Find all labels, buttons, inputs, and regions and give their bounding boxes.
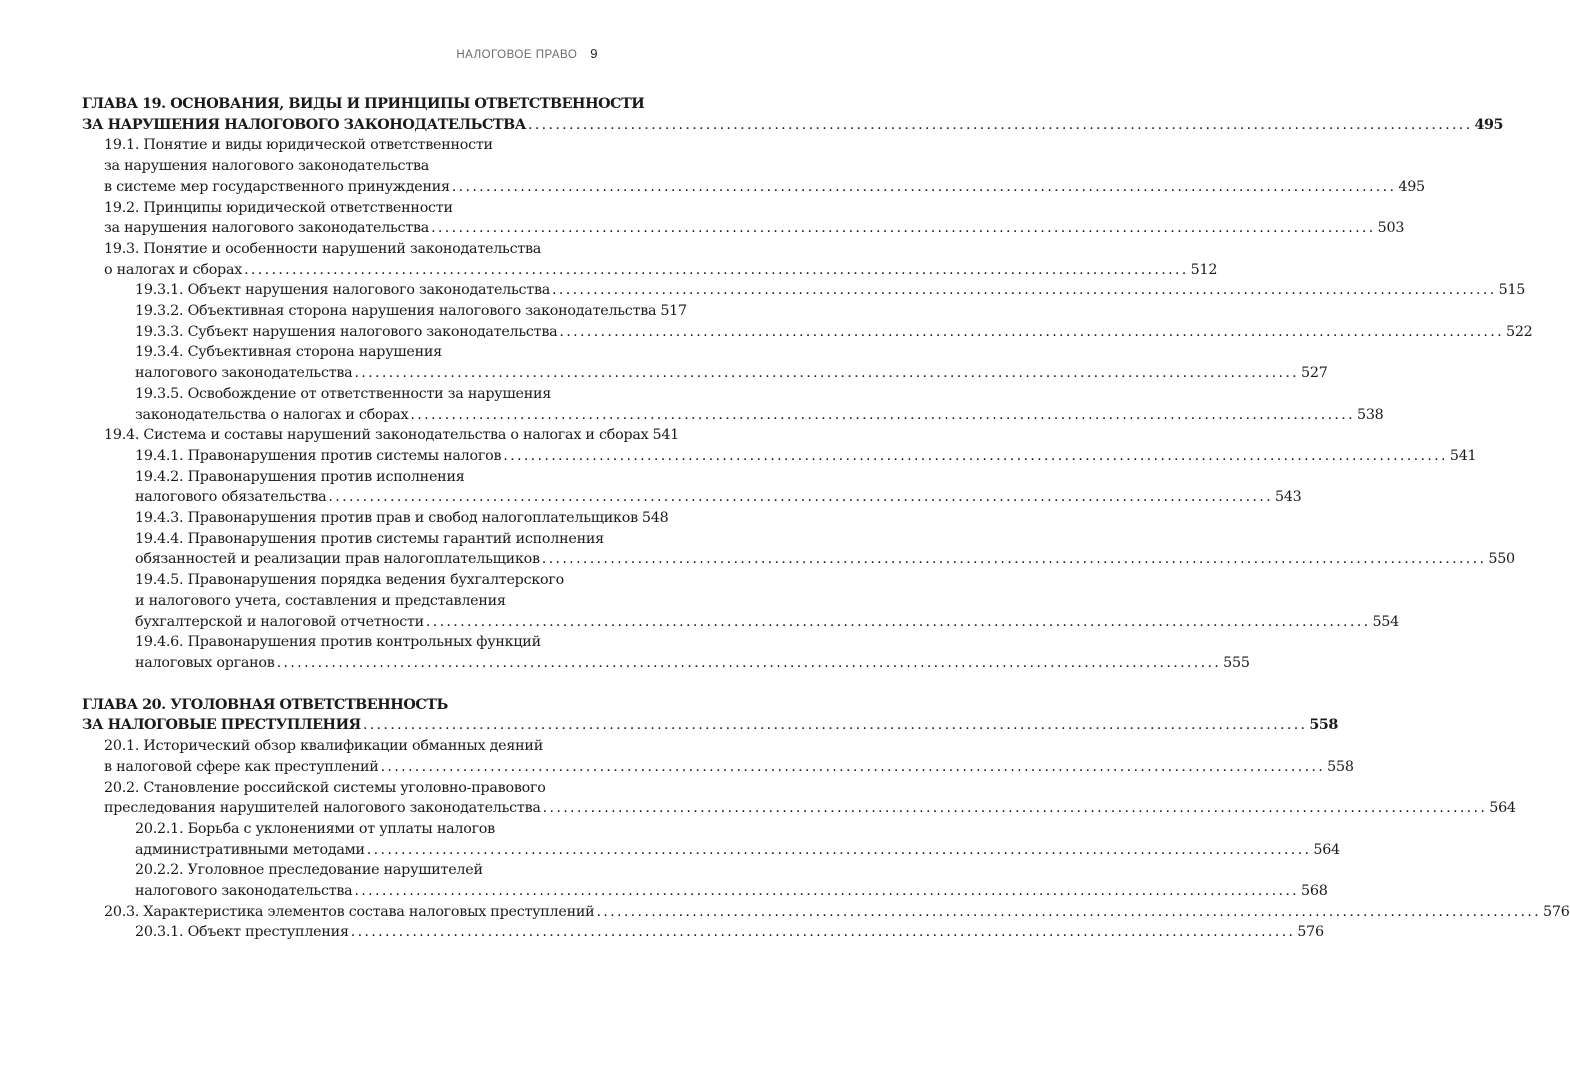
toc-line: 19.2. Принципы юридической ответственности: [104, 199, 453, 216]
toc-page-number: 495: [1398, 178, 1425, 195]
table-of-contents: [82, 94, 1570, 943]
toc-leader-dots: ..........................................................................................................................................: [559, 323, 1504, 340]
toc-line: за нарушения налогового законодательства: [104, 158, 430, 175]
toc-line: и налогового учета, составления и представления: [135, 592, 506, 609]
toc-line: 19.4.2. Правонарушения против исполнения: [135, 468, 465, 485]
toc-line: законодательства о налогах и сборах: [135, 406, 409, 423]
toc-line: 19.4. Система и составы нарушений законодательства о налогах и сборах: [104, 427, 649, 444]
toc-page-number: 554: [1372, 613, 1399, 630]
toc-page-number: 558: [1327, 758, 1354, 775]
toc-line: обязанностей и реализации прав налогоплательщиков: [135, 551, 540, 568]
toc-page-number: 517: [660, 303, 687, 320]
toc-subsection-20-2-1[interactable]: [82, 819, 1340, 860]
toc-page-number: 548: [641, 510, 669, 527]
toc-line: 19.4.1. Правонарушения против системы налогов: [135, 447, 502, 464]
toc-section-19-2[interactable]: [82, 198, 1405, 239]
toc-leader-dots: ..........................................................................................................................................: [380, 758, 1326, 775]
toc-page-number: 522: [1505, 323, 1533, 340]
toc-line: 20.2. Становление российской системы уголовно-правового: [104, 779, 546, 796]
chapter-spacer: [82, 674, 664, 695]
toc-line: 19.4.3. Правонарушения против прав и свобод налогоплательщиков: [135, 510, 638, 527]
toc-line: 20.3.1. Объект преступления: [135, 924, 349, 941]
toc-page-number: 564: [1489, 800, 1516, 817]
toc-leader-dots: ..........................................................................................................................................: [503, 447, 1448, 464]
toc-subsection-20-3-1[interactable]: [82, 922, 1324, 943]
toc-subsection-19-3-2[interactable]: [82, 301, 687, 322]
toc-line: 20.1. Исторический обзор квалификации обманных деяний: [104, 738, 543, 755]
toc-subsection-19-4-1[interactable]: [82, 446, 1477, 467]
toc-subsection-19-4-4[interactable]: [82, 529, 1515, 570]
toc-line: за нарушения налогового законодательства: [104, 220, 430, 237]
toc-page-number: 564: [1313, 841, 1340, 858]
toc-leader-dots: ..........................................................................................................................................: [541, 551, 1487, 568]
toc-line: налогового законодательства: [135, 883, 353, 900]
toc-section-20-1[interactable]: [82, 736, 1354, 777]
toc-line: ЗА НАРУШЕНИЯ НАЛОГОВОГО ЗАКОНОДАТЕЛЬСТВА: [82, 116, 526, 133]
toc-line: административными методами: [135, 841, 365, 858]
toc-line: 19.3.1. Объект нарушения налогового законодательства: [135, 282, 551, 299]
toc-leader-dots: ..........................................................................................................................................: [410, 406, 1355, 423]
toc-line: преследования нарушителей налогового законодательства: [104, 800, 541, 817]
toc-line: 19.3.2. Объективная сторона нарушения налогового законодательства: [135, 303, 657, 320]
toc-subsection-19-3-5[interactable]: [82, 384, 1384, 425]
toc-line: 19.3. Понятие и особенности нарушений законодательства: [104, 240, 542, 257]
toc-line: 20.3. Характеристика элементов состава налоговых преступлений: [104, 903, 595, 920]
toc-line: налогового обязательства: [135, 489, 327, 506]
toc-leader-dots: ..........................................................................................................................................: [366, 841, 1312, 858]
toc-leader-dots: ..........................................................................................................................................: [542, 800, 1488, 817]
toc-line: 19.4.5. Правонарушения порядка ведения бухгалтерского: [135, 572, 564, 589]
toc-leader-dots: ..........................................................................................................................................: [354, 883, 1300, 900]
toc-leader-dots: ..........................................................................................................................................: [451, 178, 1397, 195]
toc-page-number: 515: [1498, 282, 1526, 299]
toc-subsection-19-3-4[interactable]: [82, 342, 1328, 383]
toc-page-number: 503: [1377, 220, 1405, 237]
toc-page-number: 541: [1449, 447, 1477, 464]
toc-page-number: 558: [1309, 717, 1338, 734]
toc-page-number: 550: [1488, 551, 1515, 568]
toc-chapter-20[interactable]: [82, 695, 1338, 736]
toc-line: ГЛАВА 19. ОСНОВАНИЯ, ВИДЫ И ПРИНЦИПЫ ОТВЕТСТВЕННОСТИ: [82, 96, 645, 112]
toc-leader-dots: ..........................................................................................................................................: [354, 365, 1300, 382]
toc-page-number: 527: [1301, 365, 1328, 382]
toc-line: бухгалтерской и налоговой отчетности: [135, 613, 424, 630]
toc-page-number: 543: [1274, 489, 1302, 506]
toc-subsection-19-4-2[interactable]: [82, 467, 1302, 508]
toc-chapter-19[interactable]: [82, 94, 1503, 135]
toc-line: 19.3.4. Субъективная сторона нарушения: [135, 344, 442, 361]
toc-line: 20.2.2. Уголовное преследование нарушителей: [135, 862, 483, 879]
toc-line: 20.2.1. Борьба с уклонениями от уплаты налогов: [135, 820, 495, 837]
toc-page-number: 576: [1297, 924, 1324, 941]
toc-line: налоговых органов: [135, 654, 275, 671]
toc-page-number: 538: [1356, 406, 1384, 423]
toc-section-19-4[interactable]: [82, 425, 680, 446]
toc-leader-dots: ..........................................................................................................................................: [350, 924, 1296, 941]
toc-leader-dots: ..........................................................................................................................................: [552, 282, 1497, 299]
toc-line: налогового законодательства: [135, 365, 353, 382]
running-header: [0, 46, 598, 61]
toc-line: ЗА НАЛОГОВЫЕ ПРЕСТУПЛЕНИЯ: [82, 717, 361, 734]
toc-section-20-3[interactable]: [82, 902, 1570, 923]
toc-page-number: 541: [652, 427, 680, 444]
toc-line: в системе мер государственного принуждения: [104, 178, 450, 195]
page-number: 9: [590, 46, 598, 61]
toc-page-number: 555: [1223, 654, 1250, 671]
toc-leader-dots: ..........................................................................................................................................: [328, 489, 1273, 506]
toc-leader-dots: ..........................................................................................................................................: [276, 654, 1222, 671]
toc-leader-dots: ..........................................................................................................................................: [431, 220, 1376, 237]
toc-leader-dots: ..........................................................................................................................................: [527, 116, 1473, 133]
toc-subsection-19-3-1[interactable]: [82, 280, 1526, 301]
toc-line: в налоговой сфере как преступлений: [104, 758, 379, 775]
toc-section-20-2[interactable]: [82, 778, 1516, 819]
toc-line: 19.3.5. Освобождение от ответственности за нарушения: [135, 385, 552, 402]
toc-line: 19.4.4. Правонарушения против системы гарантий исполнения: [135, 530, 604, 547]
toc-line: о налогах и сборах: [104, 261, 243, 278]
toc-subsection-19-4-5[interactable]: [82, 570, 1399, 632]
toc-section-19-3[interactable]: [82, 239, 1218, 280]
toc-page-number: 512: [1190, 261, 1218, 278]
toc-section-19-1[interactable]: [82, 135, 1425, 197]
toc-leader-dots: ..........................................................................................................................................: [425, 613, 1371, 630]
toc-page-number: 576: [1543, 903, 1570, 920]
toc-subsection-20-2-2[interactable]: [82, 860, 1328, 901]
toc-leader-dots: ..........................................................................................................................................: [362, 717, 1308, 734]
toc-subsection-19-4-6[interactable]: [82, 632, 1250, 673]
toc-page-number: 495: [1474, 116, 1503, 133]
toc-page-number: 568: [1301, 883, 1328, 900]
toc-line: 19.4.6. Правонарушения против контрольных функций: [135, 634, 541, 651]
toc-line: 19.3.3. Субъект нарушения налогового законодательства: [135, 323, 558, 340]
running-header-title: НАЛОГОВОЕ ПРАВО: [456, 49, 578, 61]
toc-leader-dots: ..........................................................................................................................................: [596, 903, 1541, 920]
toc-leader-dots: ..........................................................................................................................................: [244, 261, 1189, 278]
toc-line: 19.1. Понятие и виды юридической ответственности: [104, 137, 493, 154]
toc-line: ГЛАВА 20. УГОЛОВНАЯ ОТВЕТСТВЕННОСТЬ: [82, 696, 448, 713]
toc-subsection-19-3-3[interactable]: [82, 322, 1533, 343]
toc-subsection-19-4-3[interactable]: [82, 508, 669, 529]
